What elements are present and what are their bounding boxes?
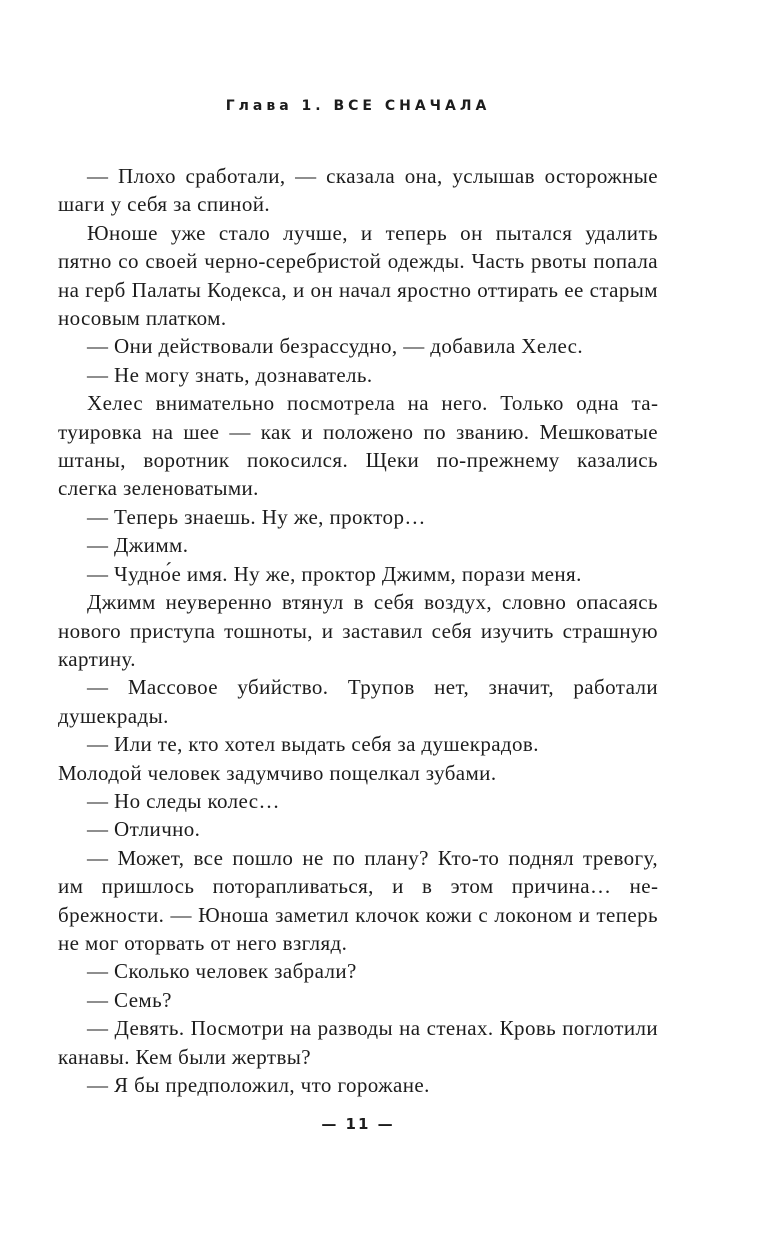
paragraph: — Я бы предположил, что горожане. — [87, 1073, 430, 1097]
paragraph: — Чудно́е имя. Ну же, проктор Джимм, порази меня. — [87, 561, 582, 586]
paragraph: — Семь? — [87, 987, 172, 1012]
paragraph: — Плохо сработали, — сказала она, услышав осторожные шаги у себя за спиной. — [58, 164, 658, 217]
paragraph: — Но следы колес… — [87, 788, 280, 813]
page-number: — 11 — — [321, 1115, 395, 1133]
chapter-heading: Глава 1. ВСЕ СНАЧАЛА — [225, 98, 491, 114]
paragraph: Хелес внимательно посмотрела на него. Только одна татуировка на шее — как и положено по званию. Мешковатые штаны, воротник покосился. Щеки по-прежнему казались слегка зеленоватыми. — [58, 391, 658, 501]
paragraph: — Или те, кто хотел выдать себя за душекрадов. — [87, 732, 539, 757]
body-text — [58, 162, 658, 1099]
paragraph: — Девять. Посмотри на разводы на стенах. Кровь поглотили канавы. Кем были жертвы? — [58, 1016, 658, 1069]
paragraph: Юноше уже стало лучше, и теперь он пытался удалить пятно со своей черно-серебристой одежды. Часть рвоты попала на герб Палаты Кодекса, и он начал яростно оттирать ее старым носовым платком. — [58, 220, 658, 331]
paragraph: — Отлично. — [87, 817, 201, 842]
paragraph: — Не могу знать, дознаватель. — [87, 362, 373, 387]
paragraph: — Теперь знаешь. Ну же, проктор… — [87, 504, 426, 529]
paragraph: — Сколько человек забрали? — [87, 959, 357, 984]
paragraph: — Может, все пошло не по плану? Кто-то поднял тревогу, им пришлось поторапливаться, и в этом причина… небрежности. — Юноша заметил клочок кожи с локоном и теперь не мог оторвать от него взгляд. — [58, 845, 658, 955]
paragraph: Молодой человек задумчиво пощелкал зубами. — [58, 760, 497, 785]
paragraph: — Они действовали безрассудно, — добавила Хелес. — [87, 334, 584, 359]
paragraph: — Джимм. — [87, 533, 189, 558]
paragraph: Джимм неуверенно втянул в себя воздух, словно опасаясь нового приступа тошноты, и заставил себя изучить страшную картину. — [58, 590, 658, 671]
paragraph: — Массовое убийство. Трупов нет, значит, работали душекрады. — [58, 675, 658, 728]
